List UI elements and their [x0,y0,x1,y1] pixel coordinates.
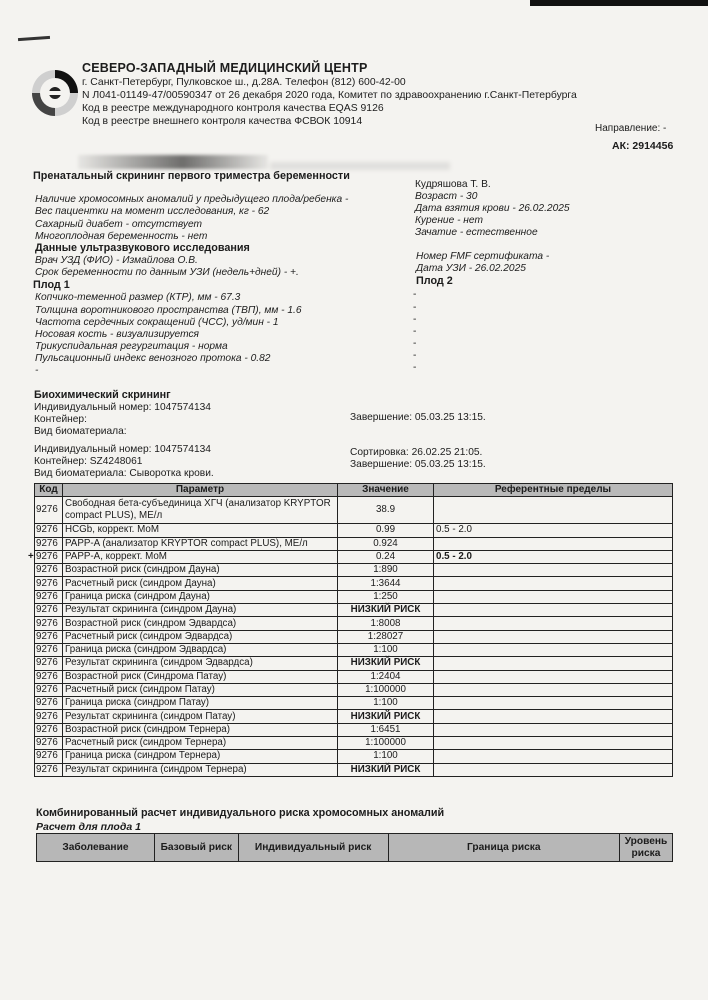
table-row [35,550,673,563]
row-value: 0.99 [338,524,434,537]
row-code [35,537,63,550]
combined-title: Комбинированный расчет индивидуального риска хромосомных аномалий [36,807,445,819]
col-code: Код [35,484,63,497]
row-value: 1:100000 [338,737,434,750]
row-code-value: 9276 [36,697,58,709]
fetus2-ktr: - [413,289,417,300]
row-ref [434,643,673,656]
row-param: Граница риска (синдром Эдвардса) [63,643,338,656]
row-code [35,524,63,537]
pen-mark [18,36,50,41]
row-code [35,590,63,603]
table-row [35,537,673,550]
row-code [35,737,63,750]
row-ref [434,564,673,577]
row-code [35,577,63,590]
row-value: 1:890 [338,564,434,577]
table-row [35,524,673,537]
sample2-id: Индивидуальный номер: 1047574134 [34,444,211,455]
row-code [28,550,63,563]
table-row [35,683,673,696]
table-row [35,577,673,590]
row-value: 38.9 [338,497,434,524]
org-name: СЕВЕРО-ЗАПАДНЫЙ МЕДИЦИНСКИЙ ЦЕНТР [82,61,368,75]
row-param: PAPP-A, коррект. МоМ [63,550,338,563]
col-param: Параметр [63,484,338,497]
col-base-risk: Базовый риск [154,834,238,862]
ak-number: АК: 2914456 [612,140,674,152]
row-param: Расчетный риск (синдром Тернера) [63,737,338,750]
table-row [35,604,673,617]
direction-label: Направление: [595,123,661,134]
sample1-completion: Завершение: 05.03.25 13:15. [350,412,486,423]
table-row [35,497,673,524]
row-param: Результат скрининга (синдром Эдвардса) [63,657,338,670]
fetus1-ktr: Копчико-теменной размер (КТР), мм - 67.3 [35,292,241,303]
org-eqas-code: Код в реестре международного контроля качества EQAS 9126 [82,103,384,114]
row-ref [434,710,673,723]
row-code [35,643,63,656]
row-value: 0.24 [338,550,434,563]
table-row [35,643,673,656]
table-row [35,590,673,603]
row-code-value: 9276 [36,723,58,735]
fmf-number: Номер FMF сертификата - [416,251,550,262]
row-ref [434,763,673,776]
fetus1-nasal-bone: Носовая кость - визуализируется [35,329,199,340]
anomaly-history: Наличие хромосомных аномалий у предыдущего плода/ребенка - [35,194,349,205]
table-row [35,617,673,630]
fetus2-pi: - [413,350,417,361]
table-header-row [35,484,673,497]
row-code-value: 9276 [36,590,58,602]
row-ref: 0.5 - 2.0 [434,550,673,563]
row-code-value: 9276 [36,604,58,616]
row-value: НИЗКИЙ РИСК [338,657,434,670]
row-code [35,710,63,723]
col-individual-risk: Индивидуальный риск [238,834,388,862]
row-code [35,604,63,617]
fetus1-hr: Частота сердечных сокращений (ЧСС), уд/мин - 1 [35,317,279,328]
fetus1-pi: Пульсационный индекс венозного протока - 0.82 [35,353,271,364]
table-row [35,657,673,670]
smoking: Курение - нет [415,215,483,226]
row-value: 1:28027 [338,630,434,643]
row-code [35,497,63,524]
scan-edge-mark [530,0,708,6]
row-param: HCGb, коррект. МоМ [63,524,338,537]
row-ref: 0.5 - 2.0 [434,524,673,537]
row-value: 1:250 [338,590,434,603]
row-value: НИЗКИЙ РИСК [338,604,434,617]
table-row [35,670,673,683]
row-param: Граница риска (синдром Тернера) [63,750,338,763]
direction-value: - [663,123,667,134]
row-ref [434,657,673,670]
fetus1-extra: - [35,365,39,376]
row-value: 1:100 [338,697,434,710]
blood-date: Дата взятия крови - 26.02.2025 [415,203,570,214]
row-value: 1:3644 [338,577,434,590]
row-param: Результат скрининга (синдром Тернера) [63,763,338,776]
row-ref [434,604,673,617]
ultrasound-title: Данные ультразвукового исследования [35,242,250,254]
fetus2-hr: - [413,314,417,325]
results-table [28,483,673,777]
row-value: 0.924 [338,537,434,550]
row-param: Возрастной риск (синдром Эдвардса) [63,617,338,630]
row-ref [434,750,673,763]
combined-header-row [37,834,673,862]
row-param: PAPP-A (анализатор KRYPTOR compact PLUS), МЕ/л [63,537,338,550]
row-ref [434,590,673,603]
row-code [35,750,63,763]
row-code-value: 9276 [36,670,58,682]
row-value: 1:8008 [338,617,434,630]
row-param: Расчетный риск (синдром Дауна) [63,577,338,590]
col-disease: Заболевание [37,834,155,862]
row-ref [434,737,673,750]
row-param: Результат скрининга (синдром Дауна) [63,604,338,617]
sample1-container: Контейнер: [34,414,87,425]
row-code-value: 9276 [36,617,58,629]
row-ref [434,697,673,710]
sample2-container: Контейнер: SZ4248061 [34,456,143,467]
row-param: Расчетный риск (синдром Патау) [63,683,338,696]
row-value: НИЗКИЙ РИСК [338,710,434,723]
row-code-value: 9276 [36,737,58,749]
direction-field [595,123,666,134]
patient-weight: Вес пациентки на момент исследования, кг - 62 [35,206,270,217]
sample2-biomaterial: Вид биоматериала: Сыворотка крови. [34,468,214,479]
fetus1-title: Плод 1 [33,279,70,291]
col-risk-level: Уровень риска [620,834,673,862]
row-value: 1:100000 [338,683,434,696]
row-code-value: 9276 [36,564,58,576]
multiple-pregnancy: Многоплодная беременность - нет [35,231,208,242]
fetus2-nasal-bone: - [413,326,417,337]
row-param: Граница риска (синдром Патау) [63,697,338,710]
table-row [35,710,673,723]
org-address: г. Санкт-Петербург, Пулковское ш., д.28А. Телефон (812) 600-42-00 [82,77,406,88]
row-code-value: 9276 [36,750,58,762]
sample1-id: Индивидуальный номер: 1047574134 [34,402,211,413]
col-risk-threshold: Граница риска [388,834,619,862]
row-code-value: 9276 [36,537,58,549]
row-ref [434,537,673,550]
row-code [35,657,63,670]
row-code-value: 9276 [36,763,58,775]
row-code [35,683,63,696]
sample2-sorting: Сортировка: 26.02.25 21:05. [350,447,483,458]
row-code [35,670,63,683]
row-code-value: 9276 [36,630,58,642]
row-ref [434,630,673,643]
row-code-value: 9276 [36,504,58,516]
fetus1-tricuspid: Трикуспидальная регургитация - норма [35,341,228,352]
row-code [35,697,63,710]
row-ref [434,683,673,696]
patient-age: Возраст - 30 [415,191,478,202]
row-code-value: 9276 [36,710,58,722]
table-row [35,723,673,736]
table-row [35,737,673,750]
row-param: Расчетный риск (синдром Эдвардса) [63,630,338,643]
table-row [35,630,673,643]
row-param: Возрастной риск (синдром Тернера) [63,723,338,736]
gestation-term: Срок беременности по данным УЗИ (недель+дней) - +. [35,267,299,278]
us-date: Дата УЗИ - 26.02.2025 [416,263,526,274]
row-value: 1:2404 [338,670,434,683]
sample2-completion: Завершение: 05.03.25 13:15. [350,459,486,470]
fetus2-tricuspid: - [413,338,417,349]
row-value: 1:6451 [338,723,434,736]
row-code-value: 9276 [36,684,58,695]
diabetes: Сахарный диабет - отсутствует [35,219,203,230]
row-code-value: 9276 [36,577,58,589]
fetus2-title: Плод 2 [416,275,453,287]
row-flag: + [28,550,34,562]
fetus2-extra: - [413,362,417,373]
row-code [35,763,63,776]
combined-table [36,833,673,862]
fetus2-tvp: - [413,302,417,313]
row-code-value: 9276 [36,524,58,536]
row-code [35,630,63,643]
row-param: Возрастной риск (Синдрома Патау) [63,670,338,683]
row-param: Результат скрининга (синдром Патау) [63,710,338,723]
row-param: Возрастной риск (синдром Дауна) [63,564,338,577]
row-ref [434,670,673,683]
sample1-biomaterial: Вид биоматериала: [34,426,127,437]
conception: Зачатие - естественное [415,227,538,238]
row-ref [434,723,673,736]
col-ref: Референтные пределы [434,484,673,497]
row-code [35,723,63,736]
col-value: Значение [338,484,434,497]
biochem-title: Биохимический скрининг [34,389,171,401]
row-param: Свободная бета-субъединица ХГЧ (анализатор KRYPTOR compact PLUS), МЕ/л [63,497,338,524]
row-code-value: 9276 [36,657,58,669]
row-ref [434,577,673,590]
row-value: НИЗКИЙ РИСК [338,763,434,776]
org-license: N Л041-01149-47/00590347 от 26 декабря 2020 года, Комитет по здравоохранению г.Санкт-Петербурга [82,90,577,101]
redacted-area-faint [270,162,450,170]
row-code [35,564,63,577]
table-row [35,750,673,763]
row-code [35,617,63,630]
row-value: 1:100 [338,750,434,763]
combined-subtitle: Расчет для плода 1 [36,821,141,833]
row-code-value: 9276 [36,644,58,656]
table-row [35,763,673,776]
clinic-logo-icon [30,68,80,118]
row-value: 1:100 [338,643,434,656]
fetus1-tvp: Толщина воротникового пространства (ТВП), мм - 1.6 [35,305,302,316]
redacted-area [78,155,268,169]
row-ref [434,617,673,630]
row-ref [434,497,673,524]
table-row [35,564,673,577]
us-doctor: Врач УЗД (ФИО) - Измайлова О.В. [35,255,198,266]
row-param: Граница риска (синдром Дауна) [63,590,338,603]
org-fsvok-code: Код в реестре внешнего контроля качества ФСВОК 10914 [82,116,363,127]
screening-title: Пренатальный скрининг первого триместра беременности [33,170,350,182]
table-row [35,697,673,710]
row-code-value: 9276 [36,551,58,563]
patient-name: Кудряшова Т. В. [415,179,491,190]
